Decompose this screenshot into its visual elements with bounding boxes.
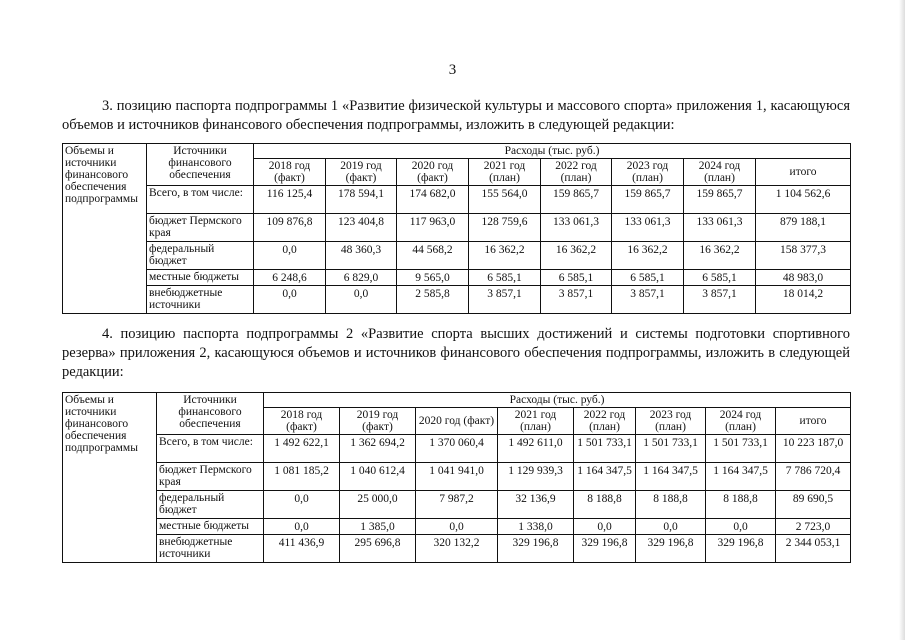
row-label: местные бюджеты [157, 519, 264, 535]
year-header: 2019 год (факт) [340, 408, 416, 435]
scan-edge-shadow [899, 0, 905, 640]
cell-value: 0,0 [706, 519, 776, 535]
row-label: Всего, в том числе: [157, 435, 264, 463]
cell-value: 329 196,8 [706, 535, 776, 563]
cell-value: 8 188,8 [574, 491, 636, 519]
objem-header: Объемы и источники финансового обеспечения подпрограммы [63, 393, 157, 563]
year-header: 2024 год (план) [706, 408, 776, 435]
page-number: 3 [448, 62, 457, 78]
row-label: федеральный бюджет [147, 242, 254, 270]
cell-value: 1 081 185,2 [264, 463, 340, 491]
cell-value: 159 865,7 [541, 186, 612, 214]
cell-value: 1 164 347,5 [706, 463, 776, 491]
total-header: итого [776, 408, 851, 435]
cell-value: 155 564,0 [469, 186, 541, 214]
row-label: бюджет Пермского края [157, 463, 264, 491]
cell-value: 8 188,8 [636, 491, 706, 519]
cell-value: 1 501 733,1 [706, 435, 776, 463]
cell-value: 6 585,1 [612, 270, 684, 286]
cell-value: 1 492 622,1 [264, 435, 340, 463]
cell-value: 0,0 [326, 286, 397, 314]
cell-value: 3 857,1 [684, 286, 756, 314]
cell-value: 32 136,9 [498, 491, 574, 519]
row-label: бюджет Пермского края [147, 214, 254, 242]
objem-header: Объемы и источники финансового обеспечения подпрограммы [63, 144, 147, 314]
cell-value: 1 501 733,1 [636, 435, 706, 463]
cell-value: 158 377,3 [756, 242, 851, 270]
cell-value: 16 362,2 [684, 242, 756, 270]
table-row [63, 214, 851, 242]
cell-value: 128 759,6 [469, 214, 541, 242]
cell-value: 6 585,1 [541, 270, 612, 286]
cell-value: 0,0 [416, 519, 498, 535]
expenses-group-header: Расходы (тыс. руб.) [254, 144, 851, 159]
finance-table-2 [62, 392, 851, 563]
row-label: внебюджетные источники [147, 286, 254, 314]
cell-value: 0,0 [254, 242, 326, 270]
cell-value: 6 585,1 [684, 270, 756, 286]
cell-value: 295 696,8 [340, 535, 416, 563]
total-header: итого [756, 159, 851, 186]
cell-value: 117 963,0 [397, 214, 469, 242]
year-header: 2018 год (факт) [254, 159, 326, 186]
sources-header: Источники финансового обеспечения [147, 144, 254, 186]
cell-value: 1 385,0 [340, 519, 416, 535]
table-row [63, 270, 851, 286]
cell-value: 6 248,6 [254, 270, 326, 286]
year-header: 2020 год (факт) [397, 159, 469, 186]
cell-value: 0,0 [254, 286, 326, 314]
table-row [63, 186, 851, 214]
cell-value: 16 362,2 [469, 242, 541, 270]
cell-value: 1 041 941,0 [416, 463, 498, 491]
table-row [63, 286, 851, 314]
year-header: 2023 год (план) [612, 159, 684, 186]
cell-value: 6 585,1 [469, 270, 541, 286]
year-header: 2024 год (план) [684, 159, 756, 186]
item-3-paragraph: 3. позицию паспорта подпрограммы 1 «Развитие физической культуры и массового спорта» приложения 1, касающуюся объемов и источников финансового обеспечения подпрограммы, изложить в следующей редакции: [62, 98, 850, 133]
cell-value: 48 983,0 [756, 270, 851, 286]
cell-value: 133 061,3 [612, 214, 684, 242]
cell-value: 1 501 733,1 [574, 435, 636, 463]
cell-value: 1 129 939,3 [498, 463, 574, 491]
cell-value: 879 188,1 [756, 214, 851, 242]
cell-value: 329 196,8 [636, 535, 706, 563]
cell-value: 123 404,8 [326, 214, 397, 242]
cell-value: 320 132,2 [416, 535, 498, 563]
year-header: 2018 год (факт) [264, 408, 340, 435]
cell-value: 109 876,8 [254, 214, 326, 242]
cell-value: 16 362,2 [612, 242, 684, 270]
cell-value: 16 362,2 [541, 242, 612, 270]
cell-value: 1 104 562,6 [756, 186, 851, 214]
cell-value: 8 188,8 [706, 491, 776, 519]
cell-value: 159 865,7 [684, 186, 756, 214]
cell-value: 329 196,8 [574, 535, 636, 563]
finance-table-1 [62, 143, 851, 314]
year-header: 2020 год (факт) [416, 408, 498, 435]
cell-value: 2 723,0 [776, 519, 851, 535]
year-header: 2019 год (факт) [326, 159, 397, 186]
cell-value: 1 370 060,4 [416, 435, 498, 463]
cell-value: 3 857,1 [612, 286, 684, 314]
expenses-group-header: Расходы (тыс. руб.) [264, 393, 851, 408]
table-row [63, 463, 851, 491]
cell-value: 48 360,3 [326, 242, 397, 270]
cell-value: 133 061,3 [541, 214, 612, 242]
row-label: федеральный бюджет [157, 491, 264, 519]
cell-value: 329 196,8 [498, 535, 574, 563]
cell-value: 1 362 694,2 [340, 435, 416, 463]
cell-value: 174 682,0 [397, 186, 469, 214]
cell-value: 3 857,1 [541, 286, 612, 314]
table-row [63, 535, 851, 563]
cell-value: 1 164 347,5 [574, 463, 636, 491]
table-row [63, 242, 851, 270]
year-header: 2021 год (план) [498, 408, 574, 435]
cell-value: 7 987,2 [416, 491, 498, 519]
year-header: 2022 год (план) [574, 408, 636, 435]
row-label: Всего, в том числе: [147, 186, 254, 214]
cell-value: 2 344 053,1 [776, 535, 851, 563]
table-row [63, 435, 851, 463]
year-header: 2023 год (план) [636, 408, 706, 435]
cell-value: 1 164 347,5 [636, 463, 706, 491]
cell-value: 0,0 [636, 519, 706, 535]
cell-value: 10 223 187,0 [776, 435, 851, 463]
cell-value: 7 786 720,4 [776, 463, 851, 491]
cell-value: 411 436,9 [264, 535, 340, 563]
year-header: 2021 год (план) [469, 159, 541, 186]
cell-value: 0,0 [264, 519, 340, 535]
cell-value: 18 014,2 [756, 286, 851, 314]
cell-value: 89 690,5 [776, 491, 851, 519]
cell-value: 1 492 611,0 [498, 435, 574, 463]
cell-value: 25 000,0 [340, 491, 416, 519]
table-row [63, 519, 851, 535]
row-label: местные бюджеты [147, 270, 254, 286]
cell-value: 2 585,8 [397, 286, 469, 314]
cell-value: 1 338,0 [498, 519, 574, 535]
cell-value: 9 565,0 [397, 270, 469, 286]
cell-value: 178 594,1 [326, 186, 397, 214]
cell-value: 133 061,3 [684, 214, 756, 242]
cell-value: 1 040 612,4 [340, 463, 416, 491]
item-4-paragraph: 4. позицию паспорта подпрограммы 2 «Развитие спорта высших достижений и системы подготовки спортивного резерва» приложения 2, касающуюся объемов и источников финансового обеспечения подпрограммы, изложить в следующей редакции: [62, 326, 850, 380]
cell-value: 3 857,1 [469, 286, 541, 314]
year-header: 2022 год (план) [541, 159, 612, 186]
sources-header: Источники финансового обеспечения [157, 393, 264, 435]
row-label: внебюджетные источники [157, 535, 264, 563]
cell-value: 116 125,4 [254, 186, 326, 214]
cell-value: 159 865,7 [612, 186, 684, 214]
table-row [63, 491, 851, 519]
cell-value: 44 568,2 [397, 242, 469, 270]
cell-value: 0,0 [574, 519, 636, 535]
cell-value: 6 829,0 [326, 270, 397, 286]
cell-value: 0,0 [264, 491, 340, 519]
